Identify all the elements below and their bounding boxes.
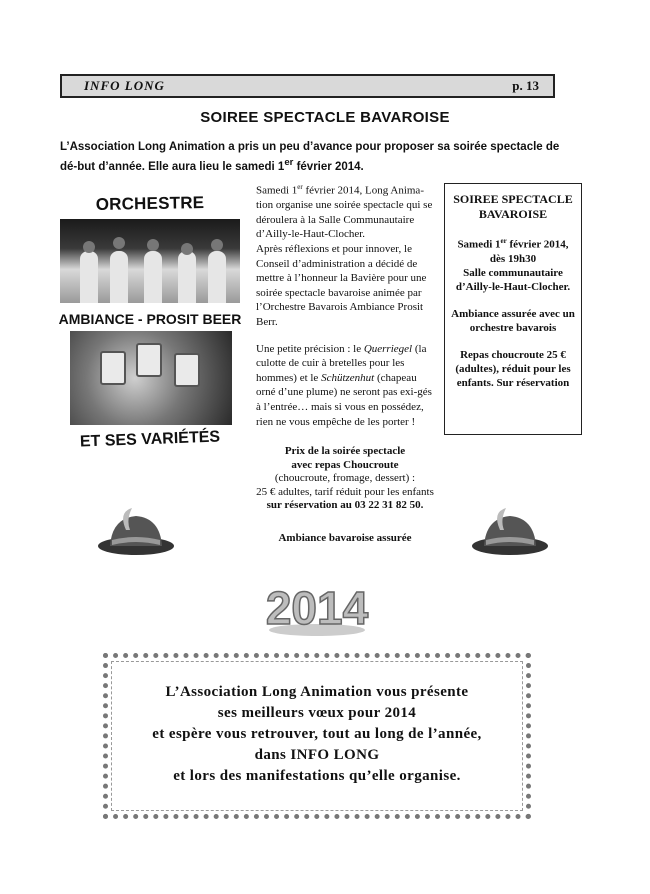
greeting-line: ses meilleurs vœux pour 2014 [217,705,417,721]
bavarian-hat-icon [96,506,176,558]
article-paragraph: Samedi 1er février 2014, Long Anima-tion organise une soirée spectacle qui se déroulera à la Salle Communautaire d’Ailly-le-Haut-Clocher. Après réflexions et pour innover, le Conseil d’administration a décidé de mettre à l’honneur la Bavière pour une soirée spectacle bavaroise animée par l’Orchestre Bavarois Ambiance Prosit Berr. [256,183,433,328]
summary-meal: Repas choucroute 25 € (adultes), réduit pour les enfants. Sur réservation [455,348,571,389]
summary-ambiance: Ambiance assurée avec un orchestre bavarois [451,307,575,334]
greeting-line: et lors des manifestations qu’elle organise. [173,768,461,784]
poster-footer: ET SES VARIÉTÉS [79,428,221,451]
summary-date: Samedi 1er février 2014, dès 19h30 Salle communautaire d’Ailly-le-Haut-Clocher. [455,237,571,293]
year-2014-graphic [262,576,372,638]
greeting-line: L’Association Long Animation vous présente [165,684,469,700]
orchestra-photo [60,219,240,303]
poster-subtitle: AMBIANCE - PROSIT BEER [58,311,242,327]
greeting-line: et espère vous retrouver, tout au long de l’année, [152,726,482,742]
event-summary-box [444,183,582,435]
summary-title: SOIREE SPECTACLE BAVAROISE [453,192,573,221]
beer-toast-photo [70,331,232,425]
event-poster [54,191,246,453]
poster-title: ORCHESTRE [95,193,205,214]
page-number: p. 13 [512,78,539,93]
new-year-greeting-box [103,653,531,819]
article-title: SOIREE SPECTACLE BAVAROISE [200,109,450,126]
newsletter-title: INFO LONG [84,78,165,93]
bavarian-hat-icon [470,506,550,558]
intro-paragraph: L’Association Long Animation a pris un peu d’avance pour proposer sa soirée spectacle de dé-but d’année. Elle aura lieu le samedi 1er février 2014. [60,141,560,173]
article-body [256,180,436,441]
svg-text:2014: 2014 [265,582,369,634]
header-bar [60,74,555,98]
ambiance-note: Ambiance bavaroise assurée [278,532,412,544]
price-info: Prix de la soirée spectacle avec repas Choucroute (choucroute, fromage, dessert) : 25 € adultes, tarif réduit pour les enfants sur réservation au 03 22 31 82 50. [256,445,434,511]
article-paragraph: Une petite précision : le Querriegel (la culotte de cuir à bretelles pour les hommes) et le Schützenhut (chapeau orné d’une plume) ne seront pas exi-gés à l’entrée… mais si vous en possédez, rien ne vous empêche de les porter ! [256,342,432,428]
greeting-line: dans INFO LONG [254,747,380,763]
